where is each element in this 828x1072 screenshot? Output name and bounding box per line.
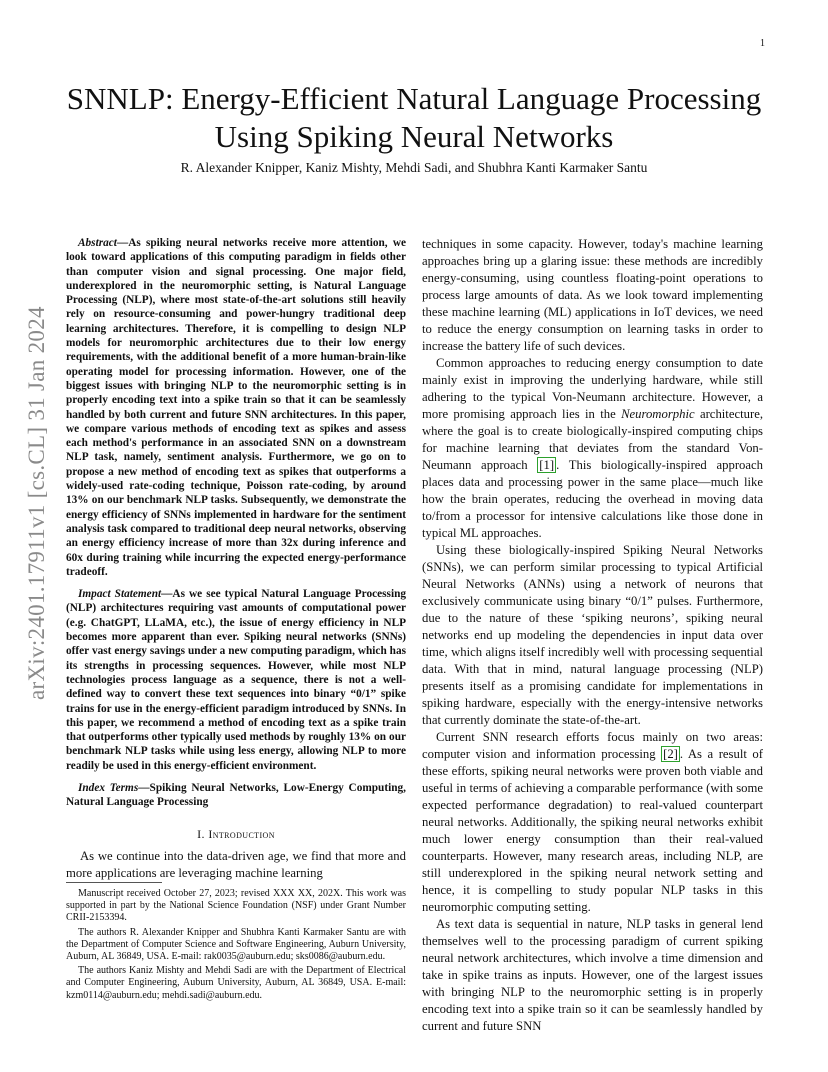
citation-link[interactable]: [1] — [539, 458, 555, 472]
section-number: I. — [197, 826, 205, 841]
left-column — [66, 236, 406, 882]
text-run: Common approaches to reducing energy consumption to date mainly exist in improving the underlying hardware, while still adhering to the typical Von-Neumann architecture. However, a more promising approach lies in the — [422, 356, 763, 421]
index-terms-lead: Index Terms — [78, 781, 139, 794]
abstract — [66, 236, 406, 579]
section-heading — [66, 826, 406, 843]
arxiv-stamp: arXiv:2401.17911v1 [cs.CL] 31 Jan 2024 — [24, 306, 49, 700]
paragraph: Using these biologically-inspired Spiking Neural Networks (SNNs), we can perform similar processing to typical Artificial Neural Networks (ANNs) using a network of neurons that exclusively communicate using binary “0/1” pulses. Furthermore, due to the nature of these ‘spiking neurons’, spiking neural networks end up modeling the dependencies in input data over time, which aligns itself incredibly well with processing sequential data. With that in mind, natural language processing (NLP) presents itself as a promising candidate for implementations in spiking hardware, especially with the energy-intensive networks that currently dominate the state-of-the-art. — [422, 543, 763, 727]
footnote: Manuscript received October 27, 2023; revised XXX XX, 202X. This work was supported in part by the National Science Foundation (NSF) under Grant Number CRII-2153394. — [66, 888, 406, 924]
impact-statement — [66, 587, 406, 773]
footnote-rule — [66, 882, 162, 883]
index-terms-text: —Spiking Neural Networks, Low-Energy Computing, Natural Language Processing — [66, 781, 406, 809]
paragraph — [422, 729, 763, 916]
paragraph: As text data is sequential in nature, NLP tasks in general lend themselves well to the processing paradigm of current spiking neural network architectures, which involve a time dimension and take in spike trains as inputs. However, one of the largest issues with bringing NLP to the neuromorphic setting is in properly encoding text into a spike train so it can be seamlessly handled by current and future SNN — [422, 917, 763, 1033]
impact-lead: Impact Statement — [78, 588, 162, 601]
author-list: R. Alexander Knipper, Kaniz Mishty, Mehdi Sadi, and Shubhra Kanti Karmaker Santu — [180, 160, 648, 175]
right-column — [422, 236, 763, 1035]
index-terms — [66, 781, 406, 810]
emphasis: Neuromorphic — [621, 407, 695, 421]
text-run: . As a result of these efforts, spiking neural networks were proven both viable and useful in terms of achieving a comparable performance (with some expected performance degradation) to real-valued counterpart neural networks. Additionally, the spiking neural networks exhibit much lower energy consumption than their real-valued counterparts. However, many research areas, including NLP, are still underexplored in the spiking neural network setting and hence, it is compelling to study popular NLP tasks in this neuromorphic computing setting. — [422, 747, 763, 914]
impact-text: —As we see typical Natural Language Processing (NLP) architectures requiring vast amounts of computational power (e.g. ChatGPT, LLaMA, etc.), the issue of energy efficiency in NLP becomes more apparent than ever. Spiking neural networks (SNNs) offer vast energy savings under a new computing paradigm, which has its strengths in processing sequences. However, while most NLP technologies process language as a sequence, there is not a well-defined way to convert these text sequences into binary “0/1” spike trains for use in the energy-efficient paradigm introduced by SNNs. In this paper, we recommend a method of encoding text as a spike train that outperforms other typically used methods by roughly 13% on our benchmark NLP tasks while using less energy, allowing NLP to more readily be used in this energy-efficient environment. — [66, 588, 407, 772]
text-run: Current SNN research efforts focus mainly on two areas: computer vision and information processing — [422, 730, 763, 761]
footnote: The authors R. Alexander Knipper and Shubhra Kanti Karmaker Santu are with the Department of Computer Science and Software Engineering, Auburn University, Auburn, AL 36849, USA. E-mail: rak0035@auburn.edu; sks0086@auburn.edu. — [66, 926, 406, 963]
intro-paragraph: As we continue into the data-driven age, we find that more and more applications are leveraging machine learning — [66, 849, 406, 881]
paper-title: SNNLP: Energy-Efficient Natural Language Processing Using Spiking Neural Networks — [66, 81, 762, 154]
page-number: 1 — [760, 38, 765, 49]
footnotes — [66, 888, 406, 1004]
text-run: . This biologically-inspired approach places data and processing power in the same place—much like how the brain operates, reducing the overhead in moving data to/from a processor for intensive calculations like those done in typical ML approaches. — [422, 458, 763, 540]
paragraph — [422, 355, 763, 542]
paragraph: techniques in some capacity. However, today's machine learning approaches bring up a glaring issue: these methods are incredibly energy-consuming, using countless floating-point operations to process large amounts of data. As we look toward implementing these machine learning (ML) applications in IoT devices, we need to reduce the energy consumption on learning tasks in order to increase the battery life of such devices. — [422, 237, 763, 353]
abstract-lead: Abstract — [78, 237, 117, 249]
text-run: architecture, where the goal is to create biologically-inspired computing chips for machine learning that deviates from the standard Von-Neumann approach — [422, 407, 763, 472]
footnote: The authors Kaniz Mishty and Mehdi Sadi are with the Department of Electrical and Computer Engineering, Auburn University, Auburn, AL 36849, USA. E-mail: kzm0114@auburn.edu; mehdi.sadi@auburn.edu. — [66, 965, 406, 1001]
section-title: Introduction — [208, 826, 275, 841]
abstract-text: —As spiking neural networks receive more attention, we look toward applications of this computing paradigm in fields other than computer vision and signal processing. One major field, underexplored in the neuromorphic setting, is Natural Language Processing (NLP), where most state-of-the-art solutions still heavily rely on resource-consuming and power-hungry traditional deep learning architectures. Therefore, it is compelling to design NLP models for neuromorphic architectures due to their low energy requirements, with the additional benefit of a more human-brain-like operating model for processing information. However, one of the biggest issues with bringing NLP to the neuromorphic setting is in properly encoding text into a spike train so that it can be seamlessly handled by both current and future SNN architectures. In this paper, we compare various methods of encoding text as spikes and assess each method's performance in an associated SNN on a downstream NLP task, namely, sentiment analysis. Furthermore, we go on to propose a new method of encoding text as spikes that outperforms a widely-used rate-coding technique, Poisson rate-coding, by around 13% on our benchmark NLP tasks. Subsequently, we demonstrate the energy efficiency of SNNs implemented in hardware for the sentiment analysis task compared to traditional deep neural networks, observing an energy efficiency increase of more than 32x during inference and 60x during training while incurring the expected energy-performance tradeoff. — [66, 237, 406, 578]
citation-link[interactable]: [2] — [663, 747, 678, 761]
